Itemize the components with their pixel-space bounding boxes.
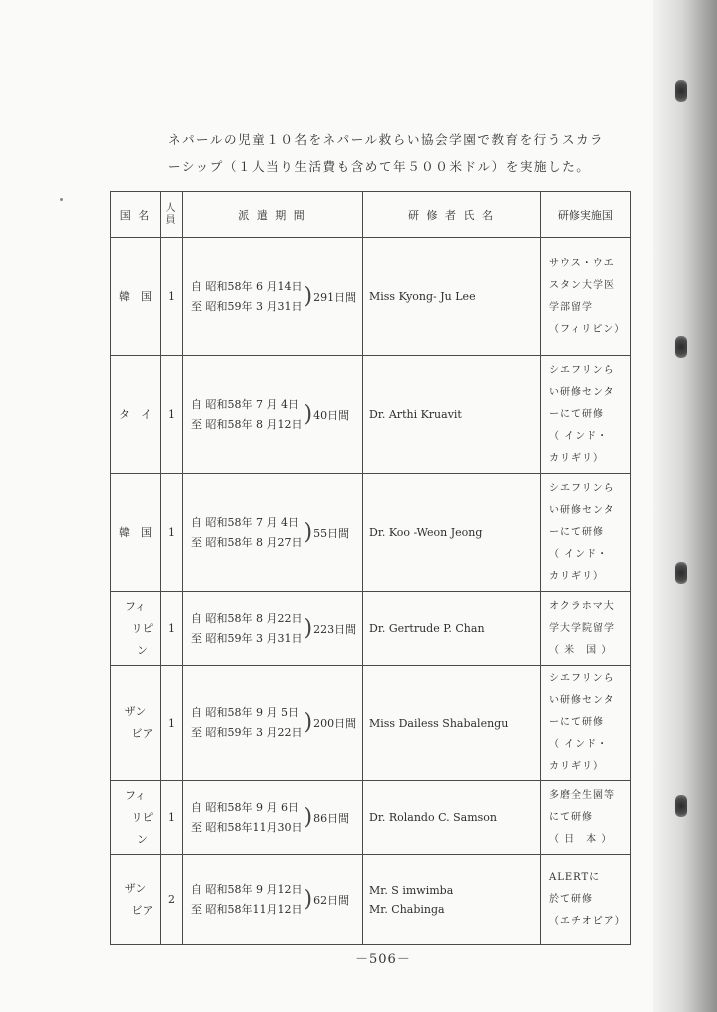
institution-line: オクラホマ大 xyxy=(549,600,615,612)
period-cell xyxy=(183,592,363,666)
institution-line: サウス・ウエ xyxy=(549,257,615,269)
institution-line: 学大学院留学 xyxy=(549,622,615,634)
header-period: 派 遣 期 間 xyxy=(183,192,363,238)
period-dates xyxy=(191,798,303,838)
brace-glyph: ) xyxy=(303,519,313,545)
institution-line: ーにて研修 xyxy=(549,526,604,538)
country-name-line: タ イ xyxy=(119,407,152,421)
brace-glyph: ) xyxy=(303,283,313,309)
trainee-table xyxy=(110,191,631,945)
person-count: 1 xyxy=(161,356,183,474)
period-cell xyxy=(183,474,363,592)
person-count: 1 xyxy=(161,238,183,356)
institution-cell xyxy=(541,666,631,781)
country-cell xyxy=(111,474,161,592)
period-days: 55日間 xyxy=(313,526,350,540)
institution-cell xyxy=(541,238,631,356)
person-count: 1 xyxy=(161,592,183,666)
institution-line: ーにて研修 xyxy=(549,408,604,420)
trainee-name-cell xyxy=(363,781,541,855)
period-days: 200日間 xyxy=(313,717,357,730)
period-from: 自 昭和58年 9 月 6日 xyxy=(191,800,299,814)
period-to: 至 昭和59年 3 月22日 xyxy=(191,726,303,739)
institution-cell xyxy=(541,855,631,945)
header-persons-line: 人 xyxy=(165,202,178,214)
period-days: 223日間 xyxy=(313,622,357,636)
country-cell xyxy=(111,781,161,855)
trainee-name: Dr. Arthi Kruavit xyxy=(369,408,462,421)
table-row xyxy=(111,356,631,474)
table-row xyxy=(111,474,631,592)
person-count: 1 xyxy=(161,666,183,781)
period-group xyxy=(191,395,362,435)
country-name-line: ビア xyxy=(131,727,154,740)
institution-line: カリギリ） xyxy=(549,570,604,582)
person-count: 1 xyxy=(161,781,183,855)
country-name-line: 韓 国 xyxy=(119,525,152,539)
institution-line: 多磨全生園等 xyxy=(549,789,615,801)
header-country: 国 名 xyxy=(111,192,161,238)
header-persons xyxy=(161,192,183,238)
period-from: 自 昭和58年 9 月12日 xyxy=(191,882,303,896)
period-to: 至 昭和58年11月12日 xyxy=(191,902,303,916)
period-dates xyxy=(191,703,302,743)
period-group xyxy=(191,609,362,649)
intro-line: ネパールの児童１０名をネパール救らい協会学園で教育を行うスカラ xyxy=(168,132,605,147)
person-count: 2 xyxy=(161,855,183,945)
period-dates xyxy=(191,609,302,649)
period-from: 自 昭和58年 9 月 5日 xyxy=(191,706,299,719)
institution-line: （エチオピア） xyxy=(549,915,626,927)
institution-line: い研修センタ xyxy=(549,386,615,398)
institution-line: シエフリンら xyxy=(549,364,615,376)
country-name-line: リピン xyxy=(131,621,154,657)
header-institution: 研修実施国 xyxy=(541,192,631,238)
page-number: －506－ xyxy=(355,952,411,967)
period-dates xyxy=(191,395,302,435)
binder-edge xyxy=(653,0,717,1012)
brace-glyph: ) xyxy=(303,710,313,735)
institution-cell xyxy=(541,592,631,666)
period-cell xyxy=(183,666,363,781)
header-trainee: 研 修 者 氏 名 xyxy=(363,192,541,238)
period-days: 86日間 xyxy=(313,811,350,825)
trainee-name-cell xyxy=(363,855,541,945)
period-cell xyxy=(183,356,363,474)
trainee-name-cell xyxy=(363,238,541,356)
period-cell xyxy=(183,855,363,945)
trainee-name: Dr. Gertrude P. Chan xyxy=(369,622,485,635)
institution-line: カリギリ） xyxy=(549,452,604,464)
table-row xyxy=(111,855,631,945)
institution-line: （ 米 国 ） xyxy=(549,644,613,656)
period-to: 至 昭和59年 3 月31日 xyxy=(191,299,303,313)
scan-speck xyxy=(60,198,63,201)
intro-line: ーシップ（１人当り生活費も含めて年５００米ドル）を実施した。 xyxy=(168,159,591,174)
period-dates xyxy=(191,277,302,317)
trainee-name: Mr. S imwimba xyxy=(369,883,454,897)
binder-hole xyxy=(675,562,687,584)
trainee-name-cell xyxy=(363,592,541,666)
institution-cell xyxy=(541,781,631,855)
institution-line: 於て研修 xyxy=(549,893,593,905)
period-group xyxy=(191,513,362,553)
period-group xyxy=(191,277,362,317)
institution-cell xyxy=(541,356,631,474)
period-to: 至 昭和58年 8 月12日 xyxy=(191,417,303,431)
table-row xyxy=(111,666,631,781)
country-cell xyxy=(111,666,161,781)
period-group xyxy=(191,880,362,920)
binder-hole xyxy=(675,336,687,358)
trainee-name: Mr. Chabinga xyxy=(369,902,445,916)
brace-glyph: ) xyxy=(303,804,313,830)
country-name-line: フィ xyxy=(124,788,147,802)
period-group xyxy=(191,703,362,743)
period-to: 至 昭和58年11月30日 xyxy=(191,820,303,834)
table-row xyxy=(111,238,631,356)
country-name-line: ザン xyxy=(124,705,147,718)
period-from: 自 昭和58年 6 月14日 xyxy=(191,279,303,293)
binder-hole xyxy=(675,795,687,817)
country-name-line: フィ xyxy=(124,599,147,613)
brace-glyph: ) xyxy=(303,886,313,912)
institution-line: （ インド・ xyxy=(549,430,609,442)
country-name-line: ザン xyxy=(124,881,147,895)
brace-glyph: ) xyxy=(303,615,313,641)
country-cell xyxy=(111,855,161,945)
institution-cell xyxy=(541,474,631,592)
trainee-name-cell xyxy=(363,356,541,474)
period-to: 至 昭和58年 8 月27日 xyxy=(191,535,303,549)
binder-hole xyxy=(675,80,687,102)
country-name-line: ビア xyxy=(131,903,154,917)
trainee-name-cell xyxy=(363,666,541,781)
period-from: 自 昭和58年 7 月 4日 xyxy=(191,397,299,411)
institution-line: シエフリンら xyxy=(549,482,615,494)
trainee-name: Dr. Koo -Weon Jeong xyxy=(369,526,483,539)
period-days: 291日間 xyxy=(313,290,357,304)
period-to: 至 昭和59年 3 月31日 xyxy=(191,631,303,645)
period-days: 62日間 xyxy=(313,893,350,907)
institution-line: （フィリピン） xyxy=(549,323,626,335)
institution-line: スタン大学医 xyxy=(549,279,615,291)
institution-line: シエフリンら xyxy=(549,673,615,684)
institution-line: （ 日 本 ） xyxy=(549,833,613,845)
country-name-line: 韓 国 xyxy=(119,289,152,303)
table-row xyxy=(111,592,631,666)
period-dates xyxy=(191,513,302,553)
period-group xyxy=(191,798,362,838)
trainee-name: Dr. Rolando C. Samson xyxy=(369,811,497,824)
period-dates xyxy=(191,880,303,920)
header-persons-line: 員 xyxy=(165,214,178,226)
person-count: 1 xyxy=(161,474,183,592)
table-header-row xyxy=(111,192,631,238)
intro-paragraph xyxy=(168,126,658,180)
institution-line: ALERTに xyxy=(549,871,601,883)
country-cell xyxy=(111,238,161,356)
period-from: 自 昭和58年 8 月22日 xyxy=(191,611,303,625)
country-name-line: リピン xyxy=(131,810,154,846)
institution-line: い研修センタ xyxy=(549,504,615,516)
institution-line: にて研修 xyxy=(549,811,593,823)
institution-line: 学部留学 xyxy=(549,301,593,313)
country-cell xyxy=(111,592,161,666)
trainee-name-cell xyxy=(363,474,541,592)
institution-line: （ インド・ xyxy=(549,739,609,750)
period-cell xyxy=(183,781,363,855)
period-cell xyxy=(183,238,363,356)
trainee-name: Miss Dailess Shabalengu xyxy=(369,716,509,730)
period-from: 自 昭和58年 7 月 4日 xyxy=(191,515,299,529)
institution-line: い研修センタ xyxy=(549,695,615,706)
brace-glyph: ) xyxy=(303,401,313,427)
institution-line: （ インド・ xyxy=(549,548,609,560)
country-cell xyxy=(111,356,161,474)
institution-line: カリギリ） xyxy=(549,761,604,772)
trainee-name: Miss Kyong- Ju Lee xyxy=(369,290,476,303)
institution-line: ーにて研修 xyxy=(549,717,604,728)
period-days: 40日間 xyxy=(313,408,350,422)
table-row xyxy=(111,781,631,855)
